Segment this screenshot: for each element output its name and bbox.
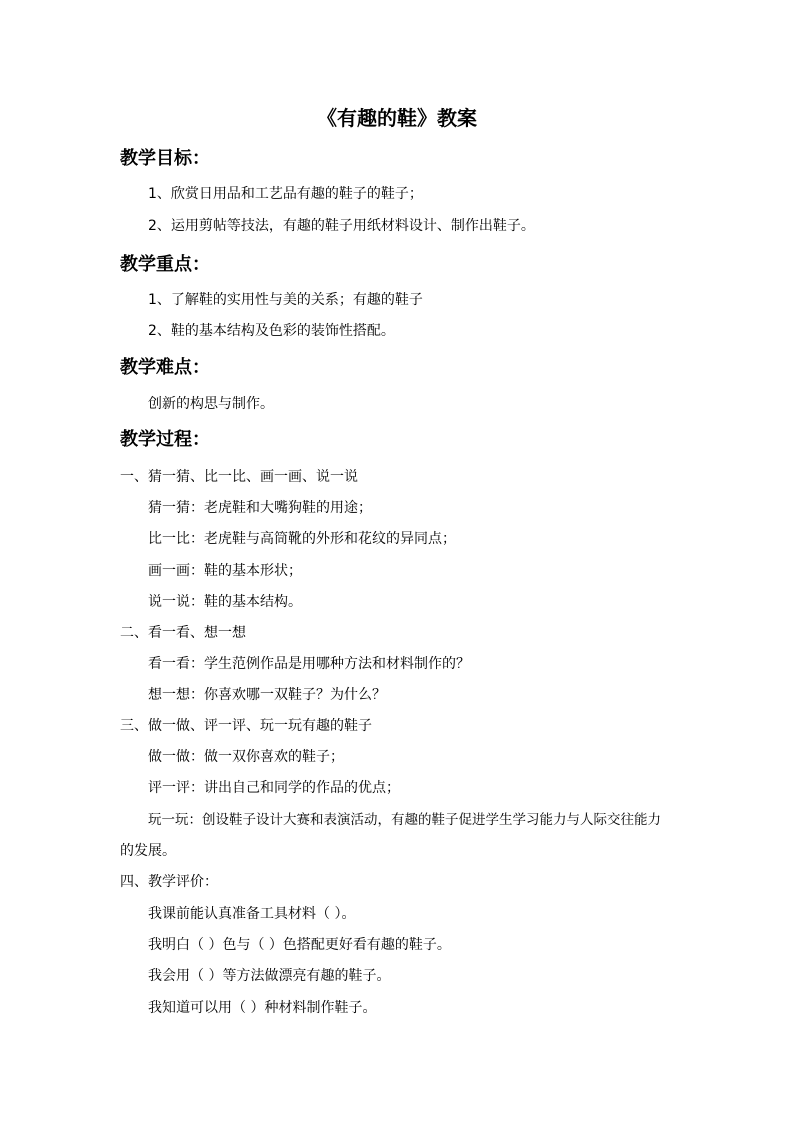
objectives-heading: 教学目标： bbox=[120, 148, 210, 169]
key-points-heading: 教学重点： bbox=[120, 254, 210, 275]
process-item: 说一说：鞋的基本结构。 bbox=[148, 594, 302, 610]
evaluation-item: 我知道可以用（ ）种材料制作鞋子。 bbox=[148, 1000, 377, 1016]
process-item: 画一画：鞋的基本形状； bbox=[148, 563, 302, 579]
process-item: 玩一玩：创设鞋子设计大赛和表演活动，有趣的鞋子促进学生学习能力与人际交往能力 bbox=[148, 812, 661, 828]
objective-item: 1、欣赏日用品和工艺品有趣的鞋子的鞋子； bbox=[148, 186, 423, 202]
process-step-title: 一、猜一猜、比一比、画一画、说一说 bbox=[120, 469, 358, 485]
process-item: 评一评：讲出自己和同学的作品的优点； bbox=[148, 780, 400, 796]
process-item: 比一比：老虎鞋与高筒靴的外形和花纹的异同点； bbox=[148, 531, 456, 547]
process-item: 猜一猜：老虎鞋和大嘴狗鞋的用途； bbox=[148, 500, 372, 516]
process-step-title: 三、做一做、评一评、玩一玩有趣的鞋子 bbox=[120, 718, 372, 734]
evaluation-item: 我会用（ ）等方法做漂亮有趣的鞋子。 bbox=[148, 968, 391, 984]
evaluation-item: 我课前能认真准备工具材料（ ）。 bbox=[148, 906, 356, 922]
difficulty-item: 创新的构思与制作。 bbox=[148, 396, 274, 412]
difficulties-heading: 教学难点： bbox=[120, 357, 210, 378]
process-step-title: 二、看一看、想一想 bbox=[120, 625, 246, 641]
process-item-continuation: 的发展。 bbox=[120, 843, 176, 859]
key-point-item: 1、了解鞋的实用性与美的关系；有趣的鞋子 bbox=[148, 292, 423, 308]
process-item: 做一做：做一双你喜欢的鞋子； bbox=[148, 749, 344, 765]
process-step-title: 四、教学评价： bbox=[120, 874, 218, 890]
process-item: 想一想：你喜欢哪一双鞋子？为什么？ bbox=[148, 687, 386, 703]
objective-item: 2、运用剪帖等技法，有趣的鞋子用纸材料设计、制作出鞋子。 bbox=[148, 218, 535, 234]
document-title: 《有趣的鞋》教案 bbox=[317, 106, 477, 130]
process-item: 看一看：学生范例作品是用哪种方法和材料制作的？ bbox=[148, 656, 470, 672]
key-point-item: 2、鞋的基本结构及色彩的装饰性搭配。 bbox=[148, 323, 395, 339]
process-heading: 教学过程： bbox=[120, 429, 210, 450]
evaluation-item: 我明白（ ）色与（ ）色搭配更好看有趣的鞋子。 bbox=[148, 937, 451, 953]
